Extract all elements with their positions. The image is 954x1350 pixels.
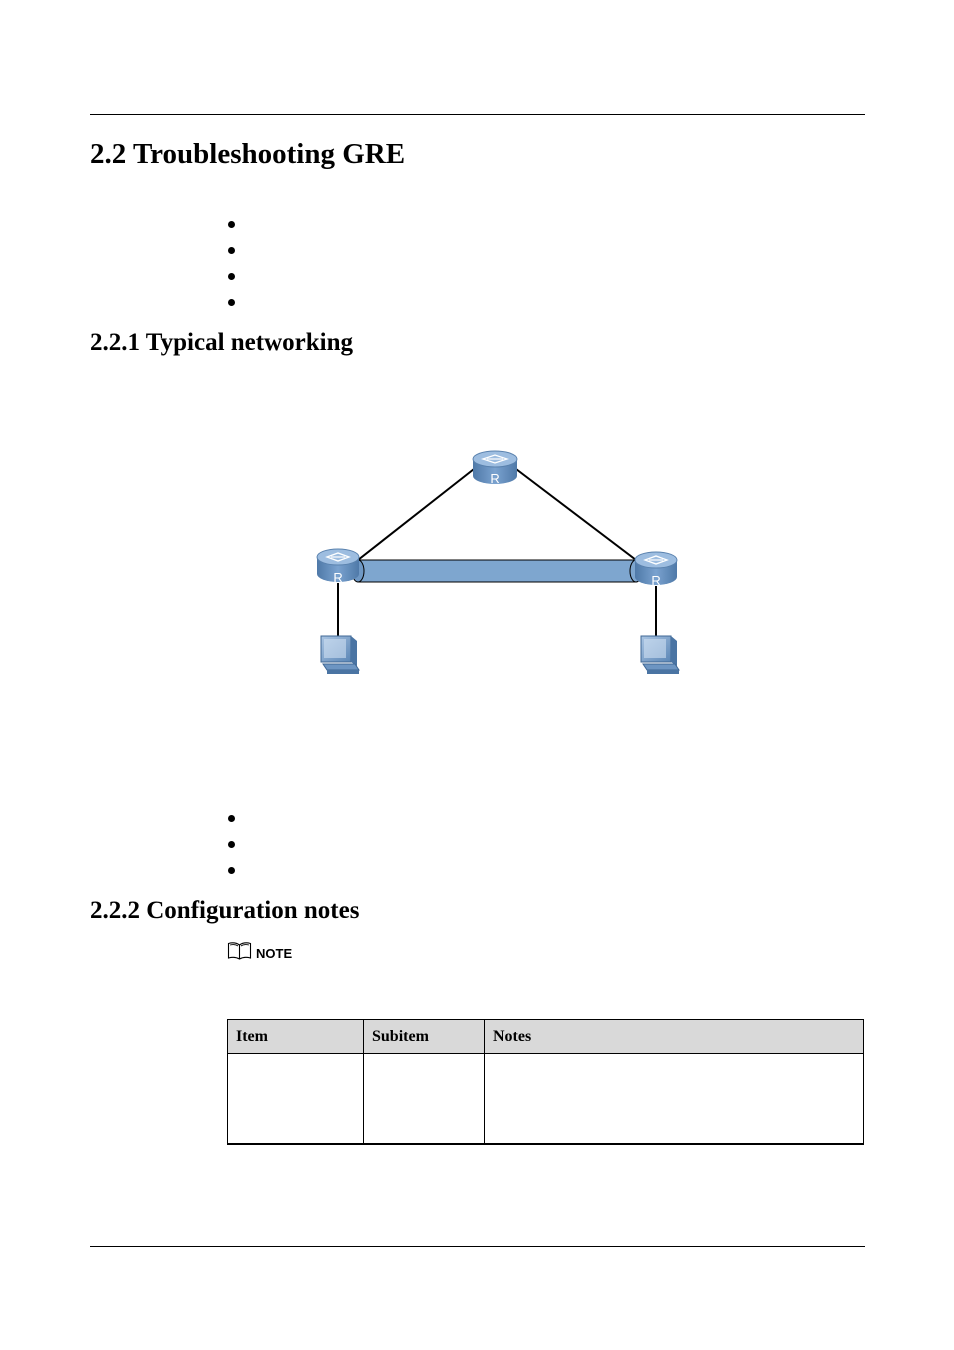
pc-icon: [321, 636, 359, 674]
bullet-icon: [228, 299, 235, 306]
pc-icon: [641, 636, 679, 674]
note-callout: [227, 941, 292, 961]
table-cell-item: [228, 1054, 364, 1145]
subsection-title-typical-networking: 2.2.1 Typical networking: [90, 329, 353, 356]
section-title: 2.2 Troubleshooting GRE: [90, 138, 406, 170]
router-label: R: [651, 573, 661, 588]
router-label: R: [490, 471, 500, 486]
link-line-left: [358, 469, 474, 560]
bullet-icon: [228, 867, 235, 874]
subsection-title-configuration-notes: 2.2.2 Configuration notes: [90, 897, 360, 924]
router-label: R: [333, 570, 343, 585]
link-line-right: [516, 469, 636, 560]
header-rule: [90, 114, 865, 115]
router-icon: [317, 549, 359, 585]
table-cell-notes: [485, 1054, 864, 1145]
bullet-icon: [228, 815, 235, 822]
bullet-icon: [228, 273, 235, 280]
column-header-item: Item: [228, 1020, 364, 1054]
router-icon: [635, 552, 677, 588]
footer-rule: [90, 1246, 865, 1247]
network-diagram: [300, 440, 700, 690]
bullet-icon: [228, 841, 235, 848]
table-header-row: [228, 1020, 864, 1054]
bullet-icon: [228, 221, 235, 228]
bullet-icon: [228, 247, 235, 254]
gre-tunnel: [352, 560, 642, 582]
column-header-subitem: Subitem: [364, 1020, 485, 1054]
configuration-notes-table: [227, 1019, 864, 1145]
book-icon: [227, 941, 252, 961]
table-cell-subitem: [364, 1054, 485, 1145]
table-row: [228, 1054, 864, 1145]
router-icon: [473, 451, 517, 486]
column-header-notes: Notes: [485, 1020, 864, 1054]
note-label: NOTE: [256, 946, 293, 961]
